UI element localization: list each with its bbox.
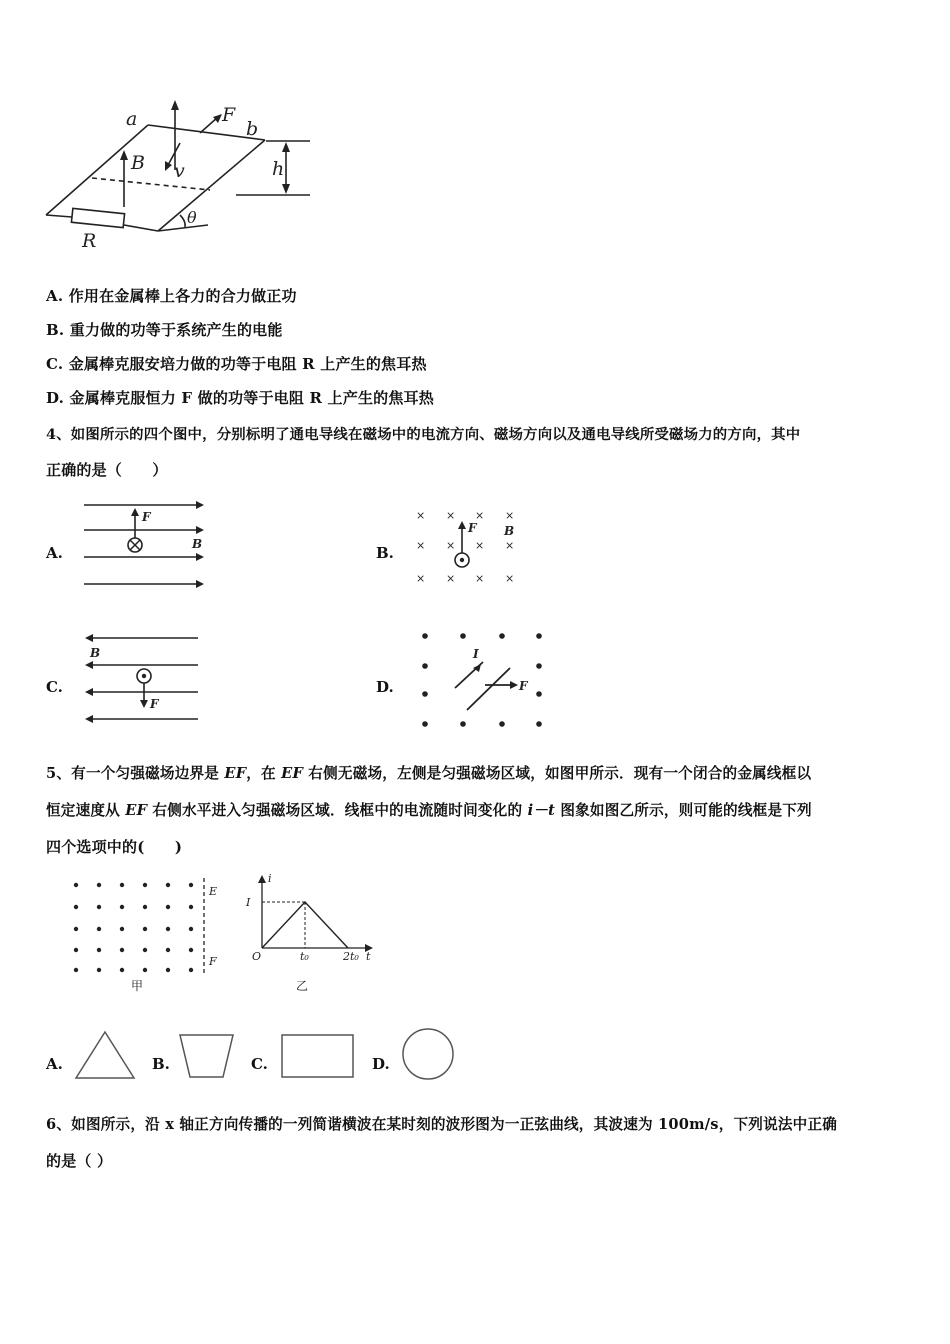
svg-text:×: × [505,509,515,522]
label-v: v [174,160,185,182]
q4a-label-B: B [192,537,203,551]
q4-stem-line1: 4、如图所示的四个图中，分别标明了通电导线在磁场中的电流方向、磁场方向以及通电导线所受磁场力的方向，其中 [46,426,801,443]
label-F: F [222,104,236,126]
q4d-label-I: I [473,647,479,661]
svg-text:×: × [475,539,485,552]
label-theta: θ [187,208,197,227]
svg-text:×: × [446,509,456,522]
q4-option-a-label[interactable]: A. [46,544,63,562]
yi-label-i: i [268,872,272,885]
q5-option-d-label[interactable]: D. [372,1055,390,1073]
q3-option-c[interactable]: C. 金属棒克服安培力做的功等于电阻 R 上产生的焦耳热 [46,355,427,373]
q5-stem-line1: 5、有一个匀强磁场边界是 EF，在 EF 右侧无磁场，左侧是匀强磁场区域，如图甲所示．现有一个闭合的金属线框以 [46,765,812,782]
q4c-label-F: F [150,697,159,711]
jia-label-E: E [209,885,218,898]
q4-option-c-label[interactable]: C. [46,678,63,696]
q3-option-b[interactable]: B. 重力做的功等于系统产生的电能 [46,321,283,339]
incline-figure [40,95,320,260]
q5-figure-yi [240,870,390,1000]
q6-stem-line2: 的是（ ） [46,1152,113,1170]
jia-caption: 甲 [131,979,144,993]
q4-figure-c [80,632,210,727]
q5-option-b-label[interactable]: B. [152,1055,170,1073]
svg-text:×: × [416,572,426,585]
svg-text:×: × [416,509,426,522]
yi-label-O: O [252,950,262,963]
q4-figure-a [80,500,210,590]
label-a: a [126,108,138,130]
q4-stem-line2: 正确的是（ ） [46,461,168,479]
q5-option-c-label[interactable]: C. [251,1055,268,1073]
yi-label-I: I [246,896,251,909]
trapezoid-shape[interactable] [178,1032,236,1080]
rectangle-shape[interactable] [280,1032,356,1080]
q3-option-d[interactable]: D. 金属棒克服恒力 F 做的功等于电阻 R 上产生的焦耳热 [46,389,434,407]
q4-option-b-label[interactable]: B. [376,544,394,562]
q4c-label-B: B [90,646,101,660]
q5-figure-jia [46,870,236,1000]
q5-option-a-label[interactable]: A. [46,1055,63,1073]
q5-stem-line3: 四个选项中的( ) [46,838,183,856]
label-R: R [82,230,97,252]
label-B: B [131,152,145,174]
q4-figure-b [408,505,528,590]
svg-text:×: × [475,572,485,585]
svg-text:×: × [446,539,456,552]
label-h: h [272,158,285,180]
yi-label-2t0: 2t₀ [343,950,359,963]
svg-text:×: × [505,572,515,585]
circle-shape[interactable] [400,1026,456,1082]
q4b-label-B: B [504,524,515,538]
yi-label-t: t [366,950,371,963]
label-b: b [246,118,259,140]
q6-stem-line1: 6、如图所示，沿 x 轴正方向传播的一列简谐横波在某时刻的波形图为一正弦曲线，其波速为 100m/s，下列说法中正确 [46,1116,838,1133]
resistor [71,208,124,227]
q4-option-d-label[interactable]: D. [376,678,394,696]
svg-text:×: × [416,539,426,552]
jia-label-F: F [209,955,217,968]
q5-stem-line2: 恒定速度从 EF 右侧水平进入匀强磁场区域．线框中的电流随时间变化的 i－t 图象如图乙所示，则可能的线框是下列 [46,802,812,819]
triangle-shape[interactable] [74,1030,138,1082]
q4-figure-d [415,628,555,733]
yi-label-t0: t₀ [300,950,309,963]
svg-text:×: × [446,572,456,585]
q4a-label-F: F [142,510,151,524]
q4d-label-F: F [519,679,528,693]
q3-option-a[interactable]: A. 作用在金属棒上各力的合力做正功 [46,287,297,305]
svg-text:×: × [475,509,485,522]
svg-text:×: × [505,539,515,552]
q4b-label-F: F [468,521,477,535]
yi-caption: 乙 [296,979,309,993]
